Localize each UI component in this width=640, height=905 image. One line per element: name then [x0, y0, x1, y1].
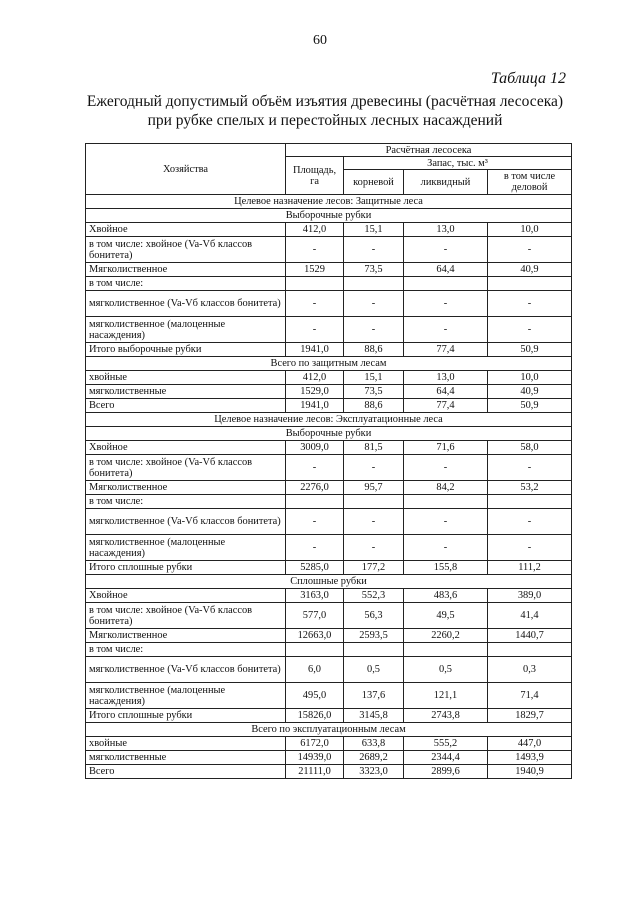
liquid-stock-cell: - [404, 291, 488, 317]
cutting-table [85, 143, 572, 779]
area-cell: 577,0 [286, 603, 344, 629]
business-stock-cell: 111,2 [488, 561, 572, 575]
table-row [86, 277, 572, 291]
table-row [86, 709, 572, 723]
area-cell: 1941,0 [286, 399, 344, 413]
table-row [86, 603, 572, 629]
liquid-stock-cell: 77,4 [404, 399, 488, 413]
header-area: Площадь, га [286, 157, 344, 195]
root-stock-cell: 2593,5 [344, 629, 404, 643]
row-label: Итого выборочные рубки [86, 343, 286, 357]
table-row [86, 509, 572, 535]
business-stock-cell: 389,0 [488, 589, 572, 603]
area-cell: - [286, 535, 344, 561]
liquid-stock-cell: 13,0 [404, 223, 488, 237]
area-cell: 2276,0 [286, 481, 344, 495]
area-cell [286, 643, 344, 657]
row-label: хвойные [86, 371, 286, 385]
subsection-header-row [86, 209, 572, 223]
area-cell: 3009,0 [286, 441, 344, 455]
area-cell: 1529 [286, 263, 344, 277]
root-stock-cell: 0,5 [344, 657, 404, 683]
root-stock-cell [344, 277, 404, 291]
row-label: в том числе: [86, 643, 286, 657]
business-stock-cell: 1493,9 [488, 751, 572, 765]
row-label: в том числе: хвойное (Va-Vб классов бонитета) [86, 237, 286, 263]
area-cell: 15826,0 [286, 709, 344, 723]
business-stock-cell: - [488, 455, 572, 481]
liquid-stock-cell: 2344,4 [404, 751, 488, 765]
section-title: Целевое назначение лесов: Эксплуатационные леса [86, 413, 572, 427]
root-stock-cell: - [344, 509, 404, 535]
root-stock-cell: - [344, 535, 404, 561]
table-row [86, 481, 572, 495]
row-label: Мягколиственное [86, 481, 286, 495]
business-stock-cell: 1829,7 [488, 709, 572, 723]
liquid-stock-cell [404, 495, 488, 509]
business-stock-cell: 50,9 [488, 399, 572, 413]
table-row [86, 629, 572, 643]
row-label: мягколиственные [86, 385, 286, 399]
root-stock-cell: 56,3 [344, 603, 404, 629]
area-cell: 5285,0 [286, 561, 344, 575]
subsection-title: Всего по эксплуатационным лесам [86, 723, 572, 737]
business-stock-cell [488, 495, 572, 509]
root-stock-cell: 552,3 [344, 589, 404, 603]
row-label: Мягколиственное [86, 629, 286, 643]
business-stock-cell: - [488, 317, 572, 343]
liquid-stock-cell [404, 277, 488, 291]
liquid-stock-cell: 155,8 [404, 561, 488, 575]
area-cell: - [286, 455, 344, 481]
liquid-stock-cell: 121,1 [404, 683, 488, 709]
table-row [86, 643, 572, 657]
liquid-stock-cell: 77,4 [404, 343, 488, 357]
area-cell: 495,0 [286, 683, 344, 709]
header-root: корневой [344, 170, 404, 195]
header-stock: Запас, тыс. м³ [344, 157, 572, 170]
liquid-stock-cell: 49,5 [404, 603, 488, 629]
root-stock-cell: - [344, 237, 404, 263]
liquid-stock-cell: 483,6 [404, 589, 488, 603]
root-stock-cell: - [344, 291, 404, 317]
table-row [86, 751, 572, 765]
table-row [86, 657, 572, 683]
liquid-stock-cell: 13,0 [404, 371, 488, 385]
liquid-stock-cell: - [404, 237, 488, 263]
title-line-2: при рубке спелых и перестойных лесных насаждений [147, 112, 503, 129]
root-stock-cell: 73,5 [344, 385, 404, 399]
root-stock-cell: 88,6 [344, 399, 404, 413]
row-label: в том числе: [86, 495, 286, 509]
table-row [86, 291, 572, 317]
row-label: хвойные [86, 737, 286, 751]
root-stock-cell: 177,2 [344, 561, 404, 575]
business-stock-cell: 447,0 [488, 737, 572, 751]
business-stock-cell: 40,9 [488, 385, 572, 399]
area-cell: 3163,0 [286, 589, 344, 603]
row-label: Итого сплошные рубки [86, 709, 286, 723]
business-stock-cell: 10,0 [488, 223, 572, 237]
liquid-stock-cell: 2899,6 [404, 765, 488, 779]
area-cell: 412,0 [286, 223, 344, 237]
area-cell: 6,0 [286, 657, 344, 683]
row-label: Хвойное [86, 223, 286, 237]
root-stock-cell: - [344, 317, 404, 343]
row-label: мягколиственное (малоценные насаждения) [86, 317, 286, 343]
liquid-stock-cell: 64,4 [404, 385, 488, 399]
root-stock-cell [344, 495, 404, 509]
area-cell: 6172,0 [286, 737, 344, 751]
header-business: в том числе деловой [488, 170, 572, 195]
row-label: Всего [86, 765, 286, 779]
table-body [86, 195, 572, 779]
table-title [60, 92, 590, 130]
subsection-header-row [86, 357, 572, 371]
row-label: мягколиственные [86, 751, 286, 765]
liquid-stock-cell: 555,2 [404, 737, 488, 751]
table-row [86, 561, 572, 575]
liquid-stock-cell: 2743,8 [404, 709, 488, 723]
area-cell: 21111,0 [286, 765, 344, 779]
area-cell: - [286, 237, 344, 263]
table-row [86, 765, 572, 779]
section-title: Целевое назначение лесов: Защитные леса [86, 195, 572, 209]
subsection-title: Выборочные рубки [86, 427, 572, 441]
subsection-header-row [86, 427, 572, 441]
area-cell: - [286, 291, 344, 317]
table-row [86, 343, 572, 357]
business-stock-cell: 1940,9 [488, 765, 572, 779]
table-row [86, 683, 572, 709]
area-cell [286, 277, 344, 291]
table-row [86, 441, 572, 455]
business-stock-cell: - [488, 509, 572, 535]
page-number: 60 [313, 33, 327, 48]
business-stock-cell: - [488, 291, 572, 317]
root-stock-cell: 137,6 [344, 683, 404, 709]
row-label: Хвойное [86, 589, 286, 603]
header-calc: Расчётная лесосека [286, 144, 572, 157]
row-label: в том числе: хвойное (Va-Vб классов бонитета) [86, 455, 286, 481]
table-row [86, 317, 572, 343]
root-stock-cell [344, 643, 404, 657]
row-label: в том числе: [86, 277, 286, 291]
area-cell: 14939,0 [286, 751, 344, 765]
business-stock-cell: - [488, 535, 572, 561]
root-stock-cell: 88,6 [344, 343, 404, 357]
row-label: мягколиственное (Va-Vб классов бонитета) [86, 291, 286, 317]
root-stock-cell: 633,8 [344, 737, 404, 751]
row-label: Всего [86, 399, 286, 413]
table-label: Таблица 12 [490, 70, 566, 87]
table-row [86, 737, 572, 751]
row-label: в том числе: хвойное (Va-Vб классов бонитета) [86, 603, 286, 629]
area-cell: 1941,0 [286, 343, 344, 357]
business-stock-cell: 58,0 [488, 441, 572, 455]
liquid-stock-cell: - [404, 455, 488, 481]
row-label: мягколиственное (малоценные насаждения) [86, 535, 286, 561]
table-row [86, 535, 572, 561]
root-stock-cell: 73,5 [344, 263, 404, 277]
area-cell: 12663,0 [286, 629, 344, 643]
table-row [86, 455, 572, 481]
row-label: мягколиственное (Va-Vб классов бонитета) [86, 657, 286, 683]
business-stock-cell: 41,4 [488, 603, 572, 629]
subsection-header-row [86, 723, 572, 737]
liquid-stock-cell: - [404, 535, 488, 561]
area-cell: 412,0 [286, 371, 344, 385]
business-stock-cell: 50,9 [488, 343, 572, 357]
area-cell: - [286, 317, 344, 343]
row-label: мягколиственное (Va-Vб классов бонитета) [86, 509, 286, 535]
table-row [86, 385, 572, 399]
business-stock-cell [488, 643, 572, 657]
liquid-stock-cell: 64,4 [404, 263, 488, 277]
root-stock-cell: 15,1 [344, 371, 404, 385]
table-row [86, 589, 572, 603]
root-stock-cell: 95,7 [344, 481, 404, 495]
subsection-title: Всего по защитным лесам [86, 357, 572, 371]
business-stock-cell [488, 277, 572, 291]
business-stock-cell: - [488, 237, 572, 263]
liquid-stock-cell [404, 643, 488, 657]
business-stock-cell: 0,3 [488, 657, 572, 683]
root-stock-cell: 81,5 [344, 441, 404, 455]
root-stock-cell: 3145,8 [344, 709, 404, 723]
section-header-row [86, 195, 572, 209]
liquid-stock-cell: - [404, 509, 488, 535]
liquid-stock-cell: 71,6 [404, 441, 488, 455]
liquid-stock-cell: 2260,2 [404, 629, 488, 643]
section-header-row [86, 413, 572, 427]
subsection-header-row [86, 575, 572, 589]
header-liquid: ликвидный [404, 170, 488, 195]
table-row [86, 399, 572, 413]
row-label: Хвойное [86, 441, 286, 455]
root-stock-cell: 2689,2 [344, 751, 404, 765]
row-label: мягколиственное (малоценные насаждения) [86, 683, 286, 709]
business-stock-cell: 40,9 [488, 263, 572, 277]
row-label: Итого сплошные рубки [86, 561, 286, 575]
row-label: Мягколиственное [86, 263, 286, 277]
table-row [86, 495, 572, 509]
liquid-stock-cell: 0,5 [404, 657, 488, 683]
subsection-title: Сплошные рубки [86, 575, 572, 589]
table-row [86, 223, 572, 237]
root-stock-cell: 15,1 [344, 223, 404, 237]
title-line-1: Ежегодный допустимый объём изъятия древесины (расчётная лесосека) [86, 93, 564, 110]
table-row [86, 263, 572, 277]
subsection-title: Выборочные рубки [86, 209, 572, 223]
area-cell: 1529,0 [286, 385, 344, 399]
business-stock-cell: 1440,7 [488, 629, 572, 643]
area-cell [286, 495, 344, 509]
liquid-stock-cell: - [404, 317, 488, 343]
liquid-stock-cell: 84,2 [404, 481, 488, 495]
root-stock-cell: - [344, 455, 404, 481]
business-stock-cell: 10,0 [488, 371, 572, 385]
business-stock-cell: 71,4 [488, 683, 572, 709]
header-farms: Хозяйства [86, 144, 286, 195]
area-cell: - [286, 509, 344, 535]
table-row [86, 237, 572, 263]
root-stock-cell: 3323,0 [344, 765, 404, 779]
table-row [86, 371, 572, 385]
business-stock-cell: 53,2 [488, 481, 572, 495]
